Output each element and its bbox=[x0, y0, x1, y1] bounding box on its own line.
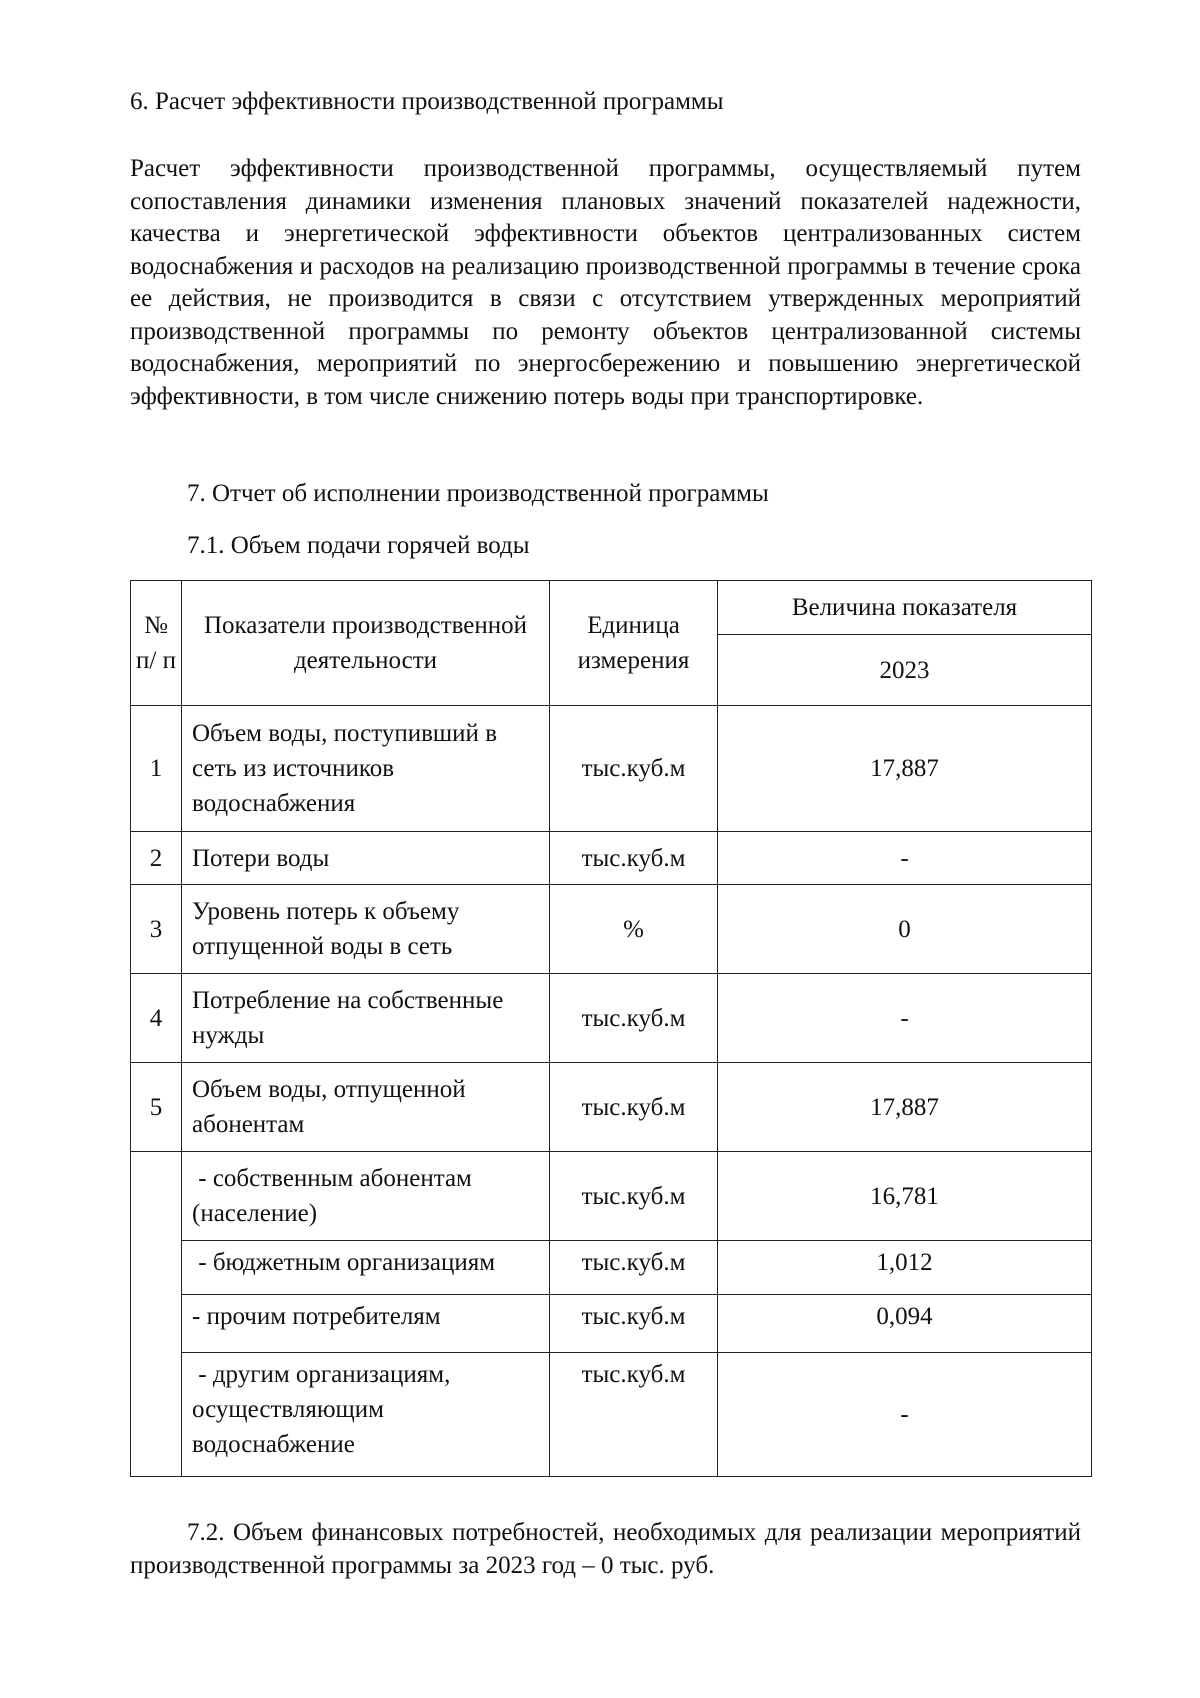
row-value: 0,094 bbox=[718, 1295, 1092, 1353]
table-row bbox=[131, 1295, 1092, 1353]
row-indicator: Объем воды, поступивший в сеть из источников водоснабжения bbox=[182, 706, 550, 832]
row-number: 2 bbox=[131, 832, 182, 885]
row-value: - bbox=[718, 1353, 1092, 1477]
table-row bbox=[131, 706, 1092, 832]
row-number: 5 bbox=[131, 1063, 182, 1152]
row-number: 4 bbox=[131, 974, 182, 1063]
row-indicator: - прочим потребителям bbox=[182, 1295, 550, 1353]
row-unit: % bbox=[550, 885, 718, 974]
row-unit: тыс.куб.м bbox=[550, 706, 718, 832]
table-row bbox=[131, 974, 1092, 1063]
row-unit: тыс.куб.м bbox=[550, 1063, 718, 1152]
row-indicator: Объем воды, отпущенной абонентам bbox=[182, 1063, 550, 1152]
header-row-number: № п/ п bbox=[131, 581, 182, 706]
row-indicator: Потребление на собственные нужды bbox=[182, 974, 550, 1063]
row-indicator: - бюджетным организациям bbox=[182, 1241, 550, 1295]
row-value: 0 bbox=[718, 885, 1092, 974]
row-unit: тыс.куб.м bbox=[550, 1152, 718, 1241]
row-indicator: - собственным абонентам (население) bbox=[182, 1152, 550, 1241]
row-unit: тыс.куб.м bbox=[550, 1241, 718, 1295]
row-number: 3 bbox=[131, 885, 182, 974]
header-indicator: Показатели производственной деятельности bbox=[182, 581, 550, 706]
table-row bbox=[131, 832, 1092, 885]
table-row bbox=[131, 885, 1092, 974]
row-value: 1,012 bbox=[718, 1241, 1092, 1295]
row-unit: тыс.куб.м bbox=[550, 974, 718, 1063]
row-indicator: Потери воды bbox=[182, 832, 550, 885]
table-row bbox=[131, 1063, 1092, 1152]
row-value: - bbox=[718, 832, 1092, 885]
section-7-heading: 7. Отчет об исполнении производственной программы bbox=[187, 480, 769, 507]
row-value: 16,781 bbox=[718, 1152, 1092, 1241]
section-6-body: Расчет эффективности производственной программы, осуществляемый путем сопоставления динамики изменения плановых значений показателей надежности, качества и энергетической эффективности объектов централизованных систем водоснабжения и расходов на реализацию производственной программы в течение срока ее действия, не производится в связи с отсутствием утвержденных мероприятий производственной программы по ремонту объектов централизованной системы водоснабжения, мероприятий по энергосбережению и повышению энергетической эффективности, в том числе снижению потерь воды при транспортировке. bbox=[130, 155, 1081, 410]
header-year: 2023 bbox=[718, 635, 1092, 706]
header-unit: Единица измерения bbox=[550, 581, 718, 706]
table-row bbox=[131, 1241, 1092, 1295]
header-value-group: Величина показателя bbox=[718, 581, 1092, 635]
section-6-heading: 6. Расчет эффективности производственной программы bbox=[130, 88, 724, 115]
row-indicator: Уровень потерь к объему отпущенной воды в сеть bbox=[182, 885, 550, 974]
row-value: 17,887 bbox=[718, 706, 1092, 832]
water-supply-table bbox=[130, 580, 1092, 1477]
section-7-1-heading: 7.1. Объем подачи горячей воды bbox=[187, 532, 530, 559]
table-row bbox=[131, 1152, 1092, 1241]
row-value: 17,887 bbox=[718, 1063, 1092, 1152]
row-unit: тыс.куб.м bbox=[550, 832, 718, 885]
row-number: 1 bbox=[131, 706, 182, 832]
row-value: - bbox=[718, 974, 1092, 1063]
row-indicator: - другим организациям, осуществляющим водоснабжение bbox=[182, 1353, 550, 1477]
row-number bbox=[131, 1152, 182, 1477]
table-row bbox=[131, 1353, 1092, 1477]
section-7-2-text: 7.2. Объем финансовых потребностей, необходимых для реализации мероприятий производственной программы за 2023 год – 0 тыс. руб. bbox=[130, 1519, 1081, 1579]
row-unit: тыс.куб.м bbox=[550, 1295, 718, 1353]
row-unit: тыс.куб.м bbox=[550, 1353, 718, 1477]
